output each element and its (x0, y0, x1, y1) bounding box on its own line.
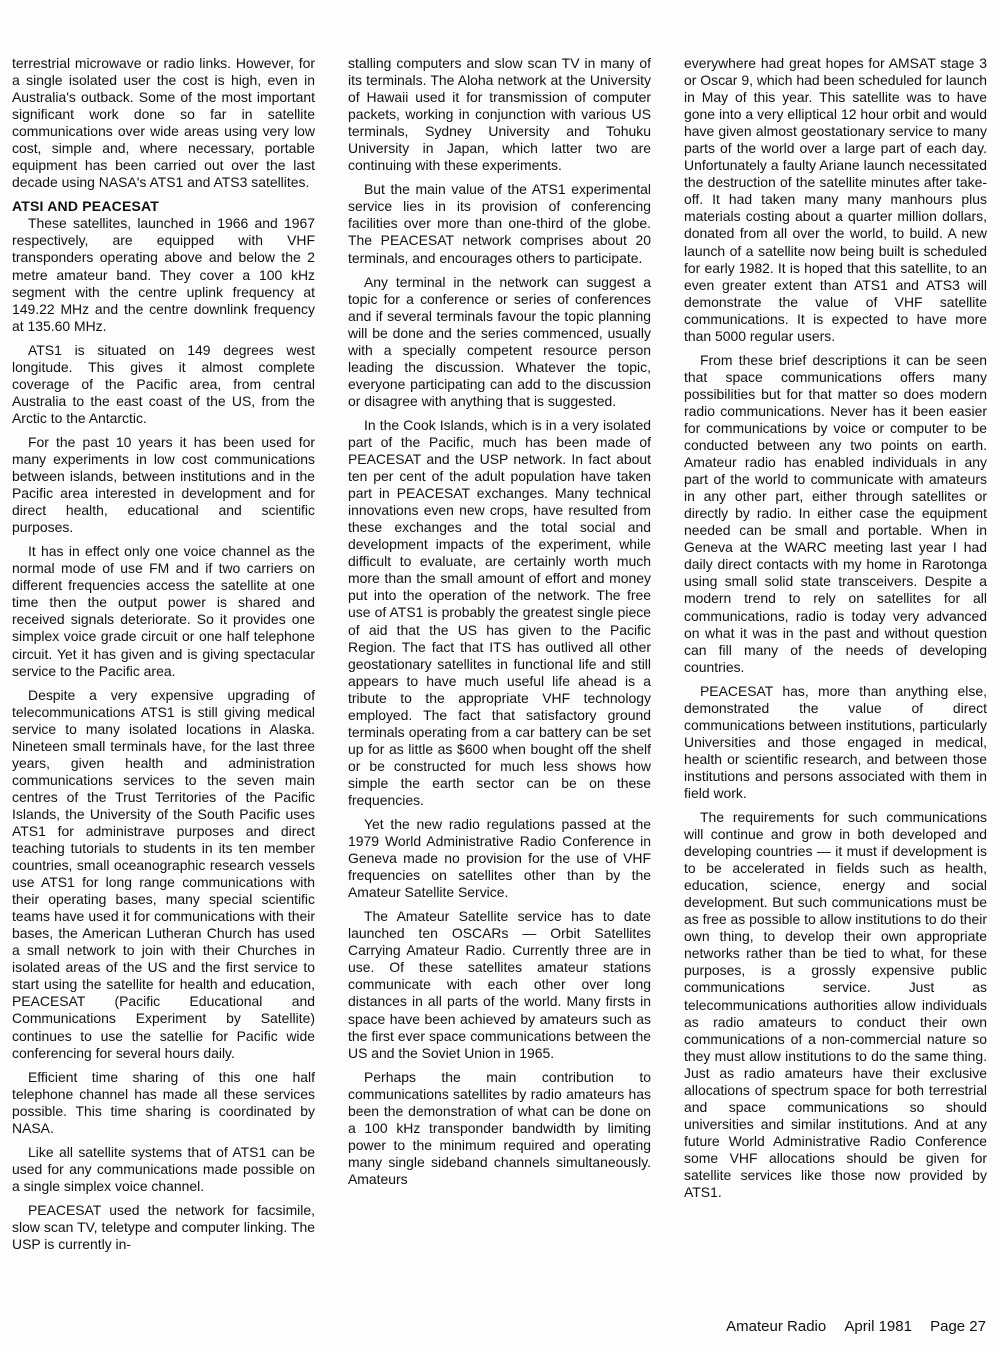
body-paragraph: ATS1 is situated on 149 degrees west longitude. This gives it almost complete coverage of the Pacific area, from central Australia to the east coast of the US, from the Arctic to the Antarctic. (12, 341, 315, 426)
body-paragraph: PEACESAT used the network for facsimile, slow scan TV, teletype and computer linking. The USP is currently in- (12, 1201, 315, 1253)
body-paragraph: But the main value of the ATS1 experimental service lies in its provision of conferencing facilities over more than one-third of the globe. The PEACESAT network comprises about 20 terminals, and encourages others to participate. (348, 181, 651, 266)
body-paragraph: These satellites, launched in 1966 and 1967 respectively, are equipped with VHF transponders operating above and below the 2 metre amateur band. They cover a 100 kHz segment with the centre uplink frequency at 149.22 MHz and the centre downlink frequency at 135.60 MHz. (12, 215, 315, 334)
article-column-1 (12, 55, 315, 1260)
section-heading: ATSI AND PEACESAT (12, 198, 160, 215)
body-paragraph: For the past 10 years it has been used for many experiments in low cost communications between islands, between institutions and in the Pacific area interested in development and for direct health, educational and scientific purposes. (12, 433, 315, 536)
body-paragraph: everywhere had great hopes for AMSAT stage 3 or Oscar 9, which had been scheduled for launch in May of this year. This satellite was to have gone into a very elliptical 12 hour orbit and would have given almost geostationary service to many parts of the world over a large part of each day. Unfortunately a faulty Ariane launch necessitated the destruction of the satellite minutes after take-off. It had taken many many manhours plus materials costing about a quarter million dollars, donated from all over the world, to build. A new launch of a satellite now being built is scheduled for early 1982. It is hoped that this satellite, to an even greater extent than ATS1 and ATS3 will demonstrate the value of VHF satellite communications. It is expected to have more than 5000 regular users. (684, 55, 987, 344)
body-paragraph: stalling computers and slow scan TV in many of its terminals. The Aloha network at the University of Hawaii used it for transmission of computer packets, working in conjunction with various US terminals, Sydney University and Tohuku University in Japan, which latter two are continuing with these experiments. (348, 55, 651, 174)
body-paragraph: Perhaps the main contribution to communications satellites by radio amateurs has been the demonstration of what can be done on a 100 kHz transponder bandwidth by limiting power to the minimum required and operating many single sideband channels simultaneously. Amateurs (348, 1068, 651, 1187)
body-paragraph: Despite a very expensive upgrading of telecommunications ATS1 is still giving medical service to many isolated locations in Alaska. Nineteen small terminals have, for the last three years, given health and administration communications services to the seven main centres of the Trust Territories of the Pacific Islands, the University of the South Pacific uses ATS1 for administrave purposes and direct teaching tutorials to students in its ten member countries, small oceanographic research vessels use ATS1 for long range communications with their operating bases, many special scientific teams have used it for communications with their bases, the American Lutheran Church has used a small network to join with their Churches in isolated areas of the US and the first service to start using the satellite for health and education, PEACESAT (Pacific Educational and Communications Experiment by Satellite) continues to use the satellie for Pacific wide conferencing for several hours daily. (12, 686, 315, 1061)
body-paragraph: Like all satellite systems that of ATS1 can be used for any communications made possible on a single simplex voice channel. (12, 1143, 315, 1194)
body-paragraph: Any terminal in the network can suggest a topic for a conference or series of conferences and if several terminals favour the topic planning will be done and the series commenced, usually with a specially competent resource person leading the discussion. Whatever the topic, everyone participating can add to the discussion or disagree with anything that is suggested. (348, 273, 651, 409)
article-column-3 (684, 55, 987, 1208)
footer-page-number: Page 27 (930, 1318, 986, 1335)
body-paragraph: terrestrial microwave or radio links. However, for a single isolated user the cost is high, even in Australia's outback. Some of the most important significant work done so far in satellite communications over wide areas using very low cost, simple and, where necessary, portable equipment has been carried out over the last decade using NASA's ATS1 and ATS3 satellites. (12, 55, 315, 191)
article-column-2 (348, 55, 651, 1195)
page-footer (726, 1318, 986, 1336)
body-paragraph: The requirements for such communications will continue and grow in both developed and developing countries — it must if development is to be accelerated in fields such as health, education, science, energy and social development. But such communications must be as free as possible to allow institutions to do their own thing, to develop their own appropriate networks rather than be tied to what, for these purposes, is a grossly expensive public communications service. Just as telecommunications authorities allow individuals as radio amateurs to conduct their own communications of a non-commercial nature so they must allow institutions to do the same thing. Just as radio amateurs have their exclusive allocations of spectrum space for both terrestrial and space communications so should universities and similar institutions. And at any future World Administrative Radio Conference some VHF allocations should be given for satellite services like those now provided by ATS1. (684, 809, 987, 1201)
body-paragraph: The Amateur Satellite service has to date launched ten OSCARs — Orbit Satellites Carrying Amateur Radio. Currently three are in use. Of these satellites amateur stations communicate with each other over long distances in all parts of the world. Many firsts in space have been achieved by amateurs such as the first ever space communications between the US and the Soviet Union in 1965. (348, 908, 651, 1061)
body-paragraph: It has in effect only one voice channel as the normal mode of use FM and if two carriers on different frequencies access the satellite at one time then the output power is shared and received signals deteriorate. So it provides one simplex voice grade circuit or one half telephone circuit. Yet it has given and is giving spectacular service to the Pacific area. (12, 543, 315, 679)
body-paragraph: Yet the new radio regulations passed at the 1979 World Administrative Radio Conference in Geneva made no provision for the use of VHF frequencies on satellites other than by the Amateur Satellite Service. (348, 816, 651, 901)
body-paragraph: In the Cook Islands, which is in a very isolated part of the Pacific, much has been made of PEACESAT and the USP network. In fact about ten per cent of the adult population have taken part in PEACESAT exchanges. Many technical innovations even new crops, have resulted from these exchanges and the total social and development impacts of the experiment, while difficult to evaluate, are certainly worth much more than the small amount of effort and money put into the operation of the network. The free use of ATS1 is probably the greatest single piece of aid that the US has given to the Pacific Region. The fact that ITS has outlived all other geostationary satellites in functional life and still appears to have much useful life ahead is a tribute to the appropriate VHF technology employed. The fact that satisfactory ground terminals operating from a car battery can be set up for as little as $600 when bought off the shelf or be constructed for much less shows how simple the earth sector can be on these frequencies. (348, 416, 651, 808)
body-paragraph: From these brief descriptions it can be seen that space communications offers many possibilities but for that matter so does modern radio communications. Never has it been easier for communications by voice or computer to be conducted between any two points on earth. Amateur radio has enabled individuals in any part of the world to communicate with amateurs in any other part, either through satellites or directly by radio. In either case the equipment needed can be small and portable. When in Geneva at the WARC meeting last year I had daily direct contacts with my home in Rarotonga using small solid state transceivers. Despite a modern trend to rely on satellites for all communications, radio is today very advanced on what it was in the past and without question can fill many of the needs of developing countries. (684, 351, 987, 675)
body-paragraph: Efficient time sharing of this one half telephone channel has made all these services possible. This time sharing is coordinated by NASA. (12, 1068, 315, 1136)
footer-issue-date: April 1981 (844, 1318, 912, 1335)
footer-publication: Amateur Radio (726, 1318, 827, 1335)
body-paragraph: PEACESAT has, more than anything else, demonstrated the value of direct communications between institutions, particularly Universities and those engaged in medical, health or scientific research, and between those institutions and persons associated with them in field work. (684, 682, 987, 801)
